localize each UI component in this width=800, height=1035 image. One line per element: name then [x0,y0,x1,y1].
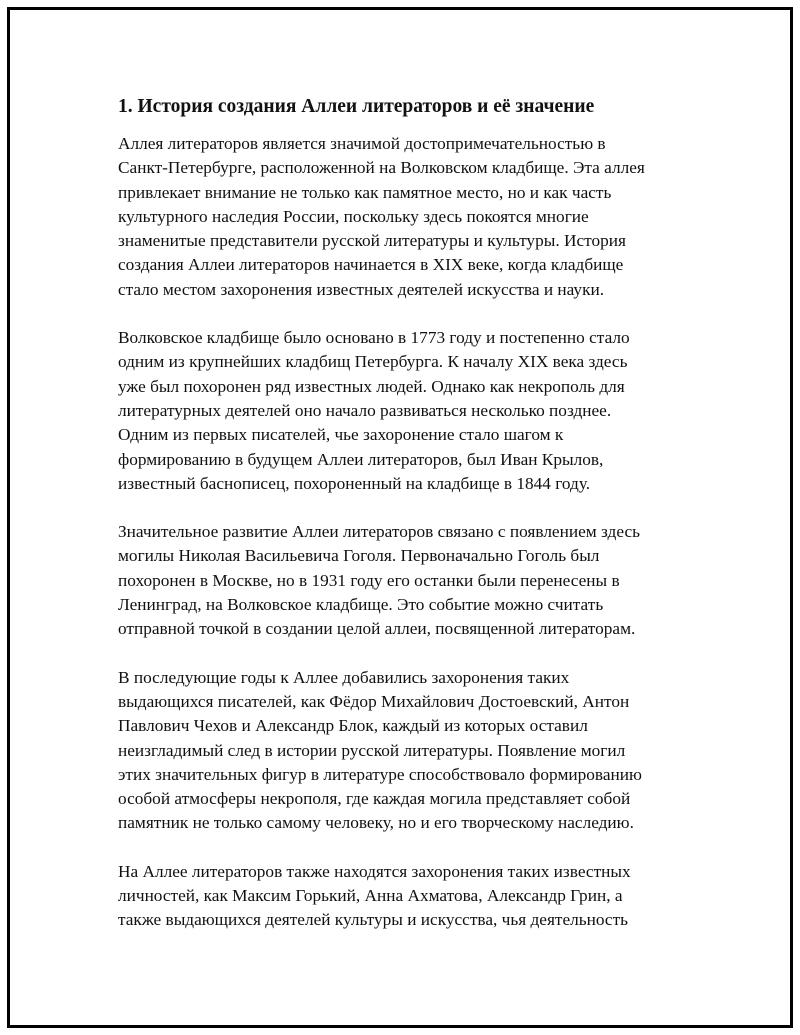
paragraph [118,132,688,302]
paragraph [118,520,688,641]
paragraph-line: привлекает внимание не только как памятное место, но и как часть [118,182,612,202]
paragraph-line: Волковское кладбище было основано в 1773 году и постепенно стало [118,328,630,348]
paragraph-line: одним из крупнейших кладбищ Петербурга. К началу XIX века здесь [118,352,628,372]
paragraph [118,666,688,836]
paragraph-line: личностей, как Максим Горький, Анна Ахматова, Александр Грин, а [118,886,623,906]
paragraph-line: Значительное развитие Аллеи литераторов связано с появлением здесь [118,522,640,542]
paragraph-line: знаменитые представители русской литературы и культуры. История [118,231,626,251]
paragraph-line: памятник не только самому человеку, но и его творческому наследию. [118,813,634,833]
section-heading: 1. История создания Аллеи литераторов и её значение [118,96,595,117]
paragraphs [118,132,688,933]
paragraph-line: Ленинград, на Волковское кладбище. Это событие можно считать [118,595,604,615]
paragraph-line: На Аллее литераторов также находятся захоронения таких известных [118,861,631,881]
paragraph-line: могилы Николая Васильевича Гоголя. Первоначально Гоголь был [118,546,600,566]
paragraph-line: выдающихся писателей, как Фёдор Михайлович Достоевский, Антон [118,691,630,711]
paragraph-line: Павлович Чехов и Александр Блок, каждый из которых оставил [118,716,588,736]
paragraph [118,860,688,933]
paragraph-line: отправной точкой в создании целой аллеи, посвященной литераторам. [118,619,636,639]
paragraph-line: уже был похоронен ряд известных людей. Однако как некрополь для [118,376,625,396]
paragraph-line: литературных деятелей оно начало развиваться несколько позднее. [118,400,612,420]
paragraph-line: похоронен в Москве, но в 1931 году его останки были перенесены в [118,570,620,590]
paragraph-line: особой атмосферы некрополя, где каждая могила представляет собой [118,789,631,809]
paragraph-line: известный баснописец, похороненный на кладбище в 1844 году. [118,473,591,493]
paragraph-line: создания Аллеи литераторов начинается в XIX веке, когда кладбище [118,255,624,275]
paragraph [118,326,688,496]
paragraph-line: формированию в будущем Аллеи литераторов, был Иван Крылов, [118,449,604,469]
paragraph-line: Аллея литераторов является значимой достопримечательностью в [118,134,606,153]
paragraph-line: стало местом захоронения известных деятелей искусства и науки. [118,279,605,299]
paragraph-line: этих значительных фигур в литературе способствовало формированию [118,764,642,784]
paragraph-line: Санкт-Петербурге, расположенной на Волковском кладбище. Эта аллея [118,158,645,178]
paragraph-line: также выдающихся деятелей культуры и искусства, чья деятельность [118,910,629,930]
paragraph-line: неизгладимый след в истории русской литературы. Появление могил [118,740,626,760]
paragraph-line: культурного наследия России, поскольку здесь покоятся многие [118,206,589,226]
paragraph-line: В последующие годы к Аллее добавились захоронения таких [118,667,570,687]
paragraph-line: Одним из первых писателей, чье захоронение стало шагом к [118,425,564,445]
document-body [118,94,688,957]
